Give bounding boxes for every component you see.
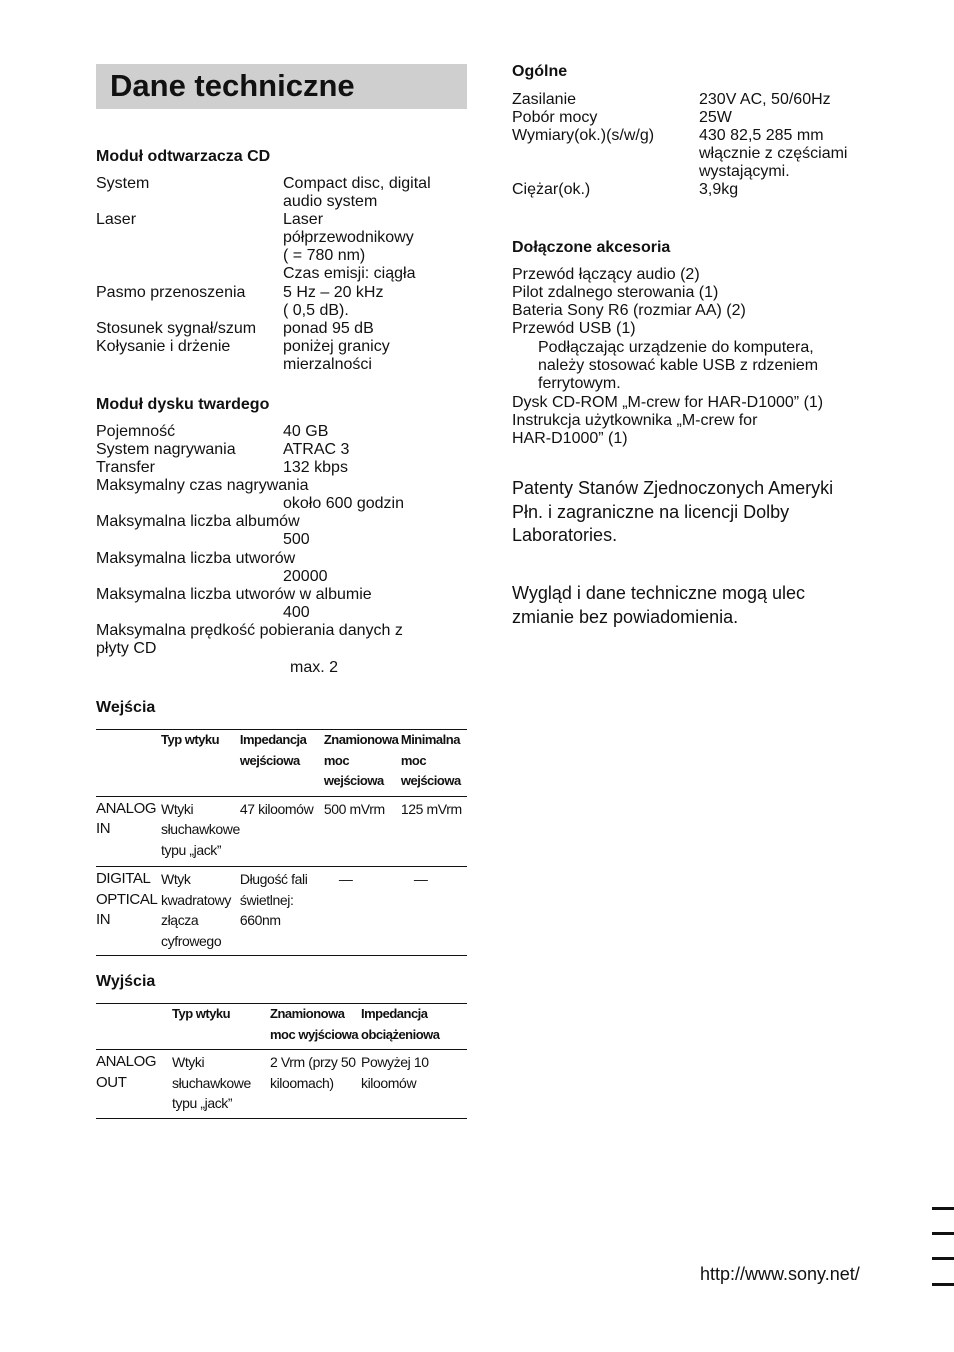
hdd-max-time-value: około 600 godzin — [283, 495, 404, 512]
inputs-cell: 500 mVrm — [323, 800, 385, 817]
hdd-max-albums-value: 500 — [283, 531, 310, 548]
usb-note-line: ferrytowym. — [538, 375, 621, 392]
inputs-header-rated: Znamionowa moc wejściowa — [323, 732, 399, 788]
patents-paragraph: Patenty Stanów Zjednoczonych Ameryki Płn. i zagraniczne na licencji Dolby Laboratories. — [512, 478, 834, 545]
hdd-max-tracks-album-value: 400 — [283, 604, 310, 621]
inputs-cell: Wtyk kwadratowy złącza cyfrowego — [161, 871, 231, 949]
outputs-header-plug: Typ wtyku — [172, 1006, 231, 1021]
hdd-module-heading: Moduł dysku twardego — [96, 396, 270, 413]
inputs-cell: Długość fali świetlnej: 660nm — [239, 871, 308, 928]
inputs-header-row — [96, 730, 467, 797]
hdd-max-time-label: Maksymalny czas nagrywania — [96, 477, 309, 494]
usb-note-line: Podłączając urządzenie do komputera, — [538, 339, 814, 356]
inputs-cell: Wtyki słuchawkowe typu „jack” — [161, 800, 240, 858]
inputs-heading: Wejścia — [96, 699, 156, 716]
page-title: Dane techniczne — [110, 68, 355, 103]
hdd-max-tracks-value: 20000 — [283, 568, 328, 585]
accessories-heading: Dołączone akcesoria — [512, 239, 671, 256]
inputs-header-plug: Typ wtyku — [161, 732, 220, 747]
notice-paragraph: Wygląd i dane techniczne mogą ulec zmianie bez powiadomienia. — [512, 583, 806, 627]
edge-marker — [932, 1257, 954, 1260]
footer-url[interactable]: http://www.sony.net/ — [700, 1264, 860, 1284]
inputs-header-minimum: Minimalna moc wejściowa — [400, 732, 461, 788]
inputs-cell: ANALOG IN — [96, 799, 157, 837]
list-item: Dysk CD-ROM „M-crew for HAR-D1000” (1) — [512, 394, 824, 411]
hdd-max-speed-label: Maksymalna prędkość pobierania danych z — [96, 622, 403, 639]
usb-note-line: należy stosować kable USB z rdzeniem — [538, 357, 819, 374]
outputs-heading: Wyjścia — [96, 973, 156, 990]
outputs-table — [96, 1003, 467, 1119]
outputs-cell: Powyżej 10 kiloomów — [361, 1054, 429, 1091]
inputs-table — [96, 729, 467, 956]
list-item: Pilot zdalnego sterowania (1) — [512, 284, 719, 301]
inputs-cell: — — [338, 871, 353, 887]
inputs-cell: DIGITAL OPTICAL IN — [96, 870, 157, 928]
list-item: HAR-D1000” (1) — [512, 430, 628, 447]
edge-marker — [932, 1232, 954, 1235]
outputs-cell: ANALOG OUT — [96, 1053, 157, 1091]
table-row — [96, 1050, 467, 1119]
list-item: Przewód łączący audio (2) — [512, 266, 700, 283]
inputs-cell: 47 kiloomów — [239, 800, 314, 817]
inputs-cell: 125 mVrm — [400, 800, 462, 817]
outputs-header-load: Impedancja obciążeniowa — [361, 1006, 440, 1042]
hdd-max-tracks-label: Maksymalna liczba utworów — [96, 550, 296, 567]
title-banner — [96, 64, 467, 109]
hdd-max-albums-label: Maksymalna liczba albumów — [96, 513, 300, 530]
list-item: Instrukcja użytkownika „M-crew for — [512, 412, 758, 429]
cd-module-heading: Moduł odtwarzacza CD — [96, 148, 271, 165]
table-row — [96, 867, 467, 956]
outputs-header-row — [96, 1004, 467, 1050]
inputs-header-impedance: Impedancja wejściowa — [239, 732, 307, 768]
edge-marker — [932, 1207, 954, 1210]
table-row — [96, 796, 467, 867]
hdd-max-speed-value: max. 2 — [290, 659, 339, 676]
hdd-max-speed-label-cont: płyty CD — [96, 640, 157, 657]
list-item: Bateria Sony R6 (rozmiar AA) (2) — [512, 302, 746, 319]
general-heading: Ogólne — [512, 63, 568, 80]
outputs-cell: Wtyki słuchawkowe typu „jack” — [172, 1054, 251, 1111]
edge-marker — [932, 1283, 954, 1286]
hdd-max-tracks-album-label: Maksymalna liczba utworów w albumie — [96, 586, 372, 603]
list-item: Przewód USB (1) — [512, 320, 636, 337]
inputs-cell: — — [413, 871, 428, 887]
outputs-header-rated: Znamionowa moc wyjściowa — [270, 1006, 359, 1042]
outputs-cell: 2 Vrm (przy 50 kiloomach) — [270, 1054, 356, 1091]
